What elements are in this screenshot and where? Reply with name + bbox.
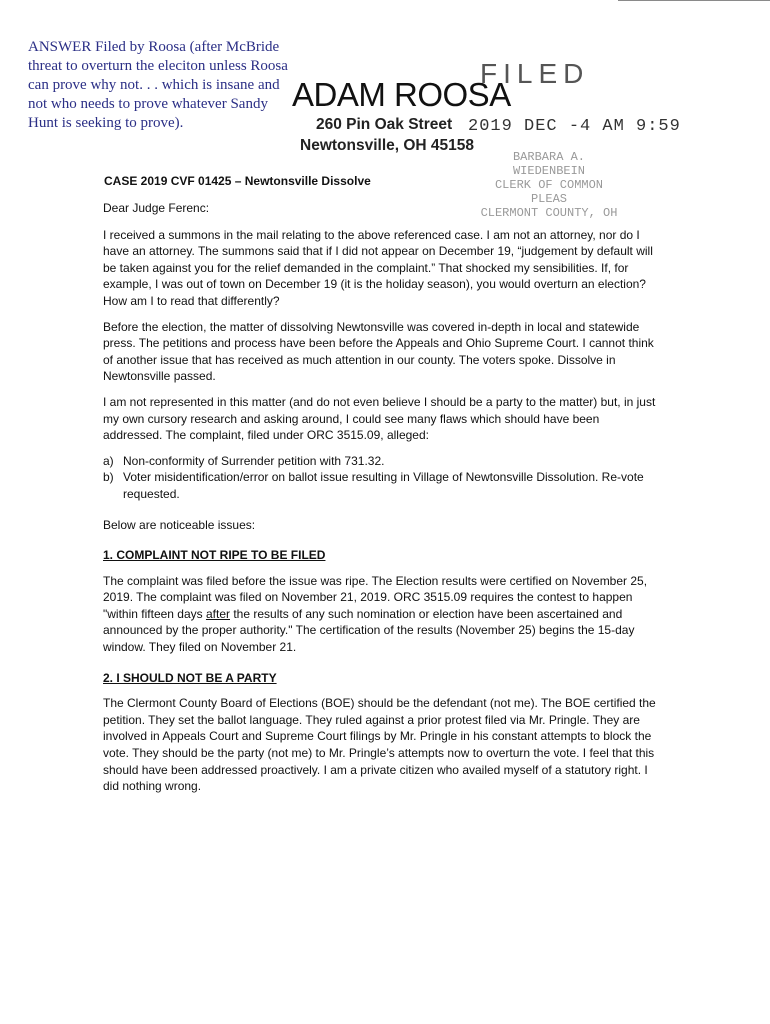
list-marker: a) xyxy=(103,453,114,468)
section-text: The Clermont County Board of Elections (BOE) should be the defendant (not me). The BOE certified the petition. They set the ballot language. They ruled against a prior protest filed via Mr. Pringle. They are involved in Appeals Court and Supreme Court filings by Mr. Pringle in his constant attempts to block the vote. They should be the party (not me) to Mr. Pringle’s attempts now to overturn the vote. I feel that this should have been addressed proactively. I am a private citizen who availed myself of a statutory right. I did nothing wrong. xyxy=(103,696,656,794)
section-heading: 1. COMPLAINT NOT RIPE TO BE FILED xyxy=(103,548,326,563)
allegation-list xyxy=(103,453,658,503)
section-heading: 2. I SHOULD NOT BE A PARTY xyxy=(103,670,277,685)
sender-street: 260 Pin Oak Street xyxy=(316,116,453,133)
letter-body xyxy=(103,200,658,804)
stamp-date: 2019 DEC -4 AM 9:59 xyxy=(468,117,681,136)
sender-city: Newtonsville, OH 45158 xyxy=(300,137,475,154)
scan-edge-line xyxy=(618,0,770,1)
case-line: CASE 2019 CVF 01425 – Newtonsville Dissolve xyxy=(104,174,371,188)
paragraph: I am not represented in this matter (and do not even believe I should be a party to the matter) but, in just my own cursory research and asking around, I could see many flaws which should have been addressed. The complaint, filed under ORC 3515.09, alleged: xyxy=(103,394,656,443)
blue-annotation-note: ANSWER Filed by Roosa (after McBride threat to overturn the eleciton unless Roosa can prove why not. . . which is insane and not who needs to prove whatever Sandy Hunt is seeking to prove). xyxy=(28,39,288,131)
list-item xyxy=(103,469,658,502)
underlined-word: after xyxy=(205,606,230,621)
list-item xyxy=(103,453,658,470)
clerk-stamp-line: CLERK OF COMMON PLEAS xyxy=(494,178,604,206)
clerk-stamp-line: BARBARA A. WIEDENBEIN xyxy=(512,150,585,178)
text-run: the results of any such nomination or election have been ascertained and announced by the proper authority." The certification of the results (November 25) begins the 15-day window. They filed on November 21. xyxy=(103,606,635,655)
greeting: Dear Judge Ferenc: xyxy=(103,201,210,215)
text-run: The complaint was filed before the issue was ripe. The Election results were certified on November 25, 2019. The complaint was filed on November 21, 2019. ORC 3515.09 requires the contest to happen "within fifteen days xyxy=(103,573,648,621)
section-complaint-not-ripe xyxy=(103,547,658,656)
list-item-text: Voter misidentification/error on ballot issue resulting in Village of Newtonsville Dissolution. Re-vote requested. xyxy=(123,470,644,501)
paragraph: Before the election, the matter of dissolving Newtonsville was covered in-depth in local and statewide press. The petitions and process have been before the Appeals and Ohio Supreme Court. I cannot think of another issue that has received as much attention in our county. The voters spoke. Dissolve in Newtonsville passed. xyxy=(103,319,654,384)
filed-stamp: FILED xyxy=(480,58,590,89)
sender-name: ADAM ROOSA xyxy=(292,76,511,113)
section-not-a-party xyxy=(103,670,658,795)
list-marker: b) xyxy=(103,470,114,485)
issues-intro: Below are noticeable issues: xyxy=(103,517,256,532)
section-text xyxy=(103,573,658,656)
clerk-stamp-line: CLERMONT COUNTY, OH xyxy=(480,206,618,220)
list-item-text: Non-conformity of Surrender petition with 731.32. xyxy=(123,453,385,468)
paragraph: I received a summons in the mail relating to the above referenced case. I am not an attorney, nor do I have an attorney. The summons said that if I did not appear on December 19, “judgement by default will be taken against you for the relief demanded in the complaint.” That shocked my sensibilities. If, for example, I was out of town on December 19 (it is the holiday season), you would overturn an election? How am I to read that differently? xyxy=(103,227,653,308)
